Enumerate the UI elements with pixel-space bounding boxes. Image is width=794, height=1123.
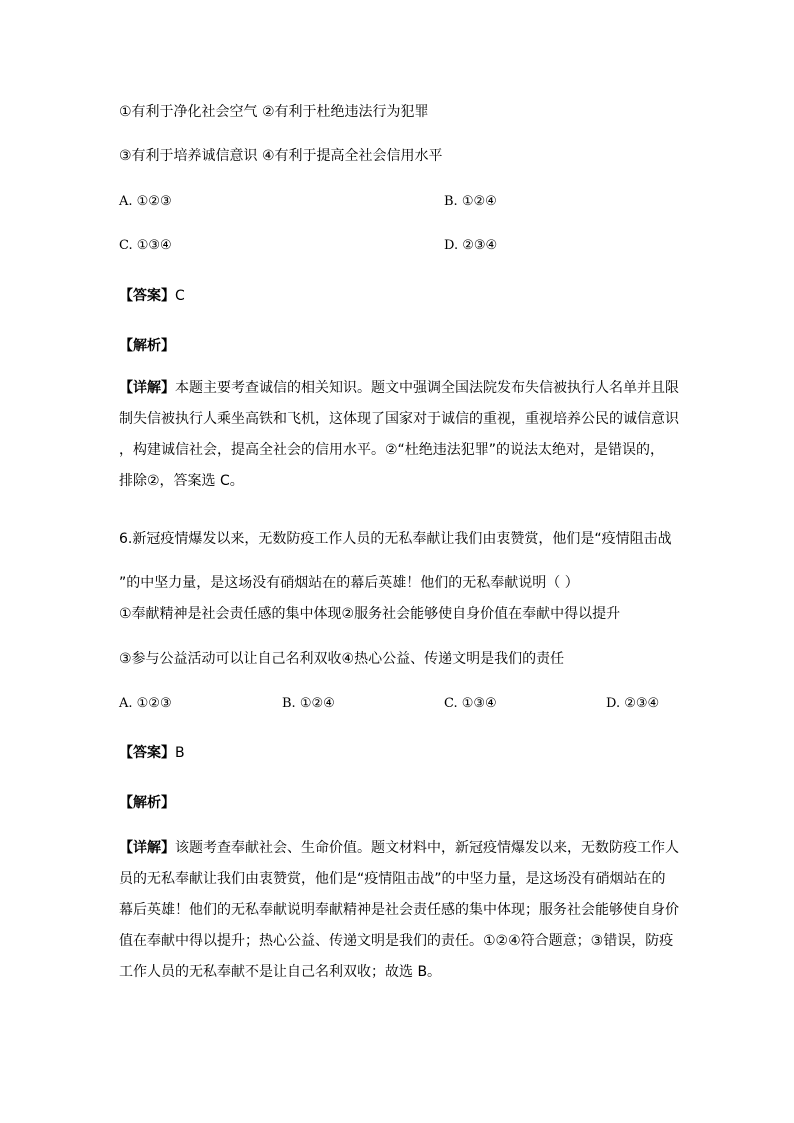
q6-detail-paragraph <box>119 833 679 988</box>
answer-tag: 【答案】 <box>119 745 175 761</box>
detail-line: 制失信被执行人乘坐高铁和飞机，这体现了国家对于诚信的重视，重视培养公民的诚信意识 <box>119 411 679 427</box>
detail-line: 工作人员的无私奉献不是让自己名利双收；故选 B。 <box>119 964 442 980</box>
detail-tag: 【详解】 <box>119 380 175 396</box>
q6-option-c: C. ①③④ <box>444 696 497 711</box>
q5-statements-line-2: ③有利于培养诚信意识 ④有利于提高全社会信用水平 <box>119 148 443 164</box>
q6-statements-line-2: ③参与公益活动可以让自己名利双收④热心公益、传递文明是我们的责任 <box>119 651 565 667</box>
q5-analysis-heading: 【解析】 <box>119 338 175 354</box>
q6-option-d: D. ②③④ <box>606 696 660 711</box>
q6-question-line: ”的中坚力量，是这场没有硝烟站在的幕后英雄！他们的无私奉献说明（ ） <box>119 575 579 591</box>
q5-statements-line-1: ①有利于净化社会空气 ②有利于杜绝违法行为犯罪 <box>119 104 429 120</box>
answer-tag: 【答案】 <box>119 288 175 304</box>
detail-line: 值在奉献中得以提升；热心公益、传递文明是我们的责任。①②④符合题意；③错误，防疫 <box>119 933 674 949</box>
q5-option-d: D. ②③④ <box>444 238 498 253</box>
q6-option-a: A. ①②③ <box>119 696 172 711</box>
q5-option-b: B. ①②④ <box>444 194 497 209</box>
q5-detail-paragraph <box>119 373 679 497</box>
q5-option-c: C. ①③④ <box>119 238 172 253</box>
q5-option-a: A. ①②③ <box>119 194 172 209</box>
q6-question-line: 6.新冠疫情爆发以来，无数防疫工作人员的无私奉献让我们由衷赞赏，他们是“疫情阻击战 <box>119 531 672 547</box>
q6-question <box>119 517 675 605</box>
detail-tag: 【详解】 <box>119 840 175 856</box>
q6-statements-line-1: ①奉献精神是社会责任感的集中体现②服务社会能够使自身价值在奉献中得以提升 <box>119 606 621 622</box>
detail-line: 排除②，答案选 C。 <box>119 473 244 489</box>
answer-value: B <box>175 745 185 761</box>
q6-analysis-heading: 【解析】 <box>119 795 175 811</box>
q5-answer <box>119 286 185 306</box>
detail-line: ，构建诚信社会，提高全社会的信用水平。②“杜绝违法犯罪”的说法太绝对，是错误的， <box>119 442 665 458</box>
detail-line: 该题考查奉献社会、生命价值。题文材料中，新冠疫情爆发以来，无数防疫工作人 <box>175 840 679 856</box>
detail-line: 员的无私奉献让我们由衷赞赏，他们是“疫情阻击战”的中坚力量，是这场没有硝烟站在的 <box>119 871 666 887</box>
answer-value: C <box>175 288 185 304</box>
detail-line: 本题主要考查诚信的相关知识。题文中强调全国法院发布失信被执行人名单并且限 <box>175 380 679 396</box>
q6-answer <box>119 743 185 763</box>
q6-option-b: B. ①②④ <box>282 696 335 711</box>
detail-line: 幕后英雄！他们的无私奉献说明奉献精神是社会责任感的集中体现；服务社会能够使自身价 <box>119 902 679 918</box>
